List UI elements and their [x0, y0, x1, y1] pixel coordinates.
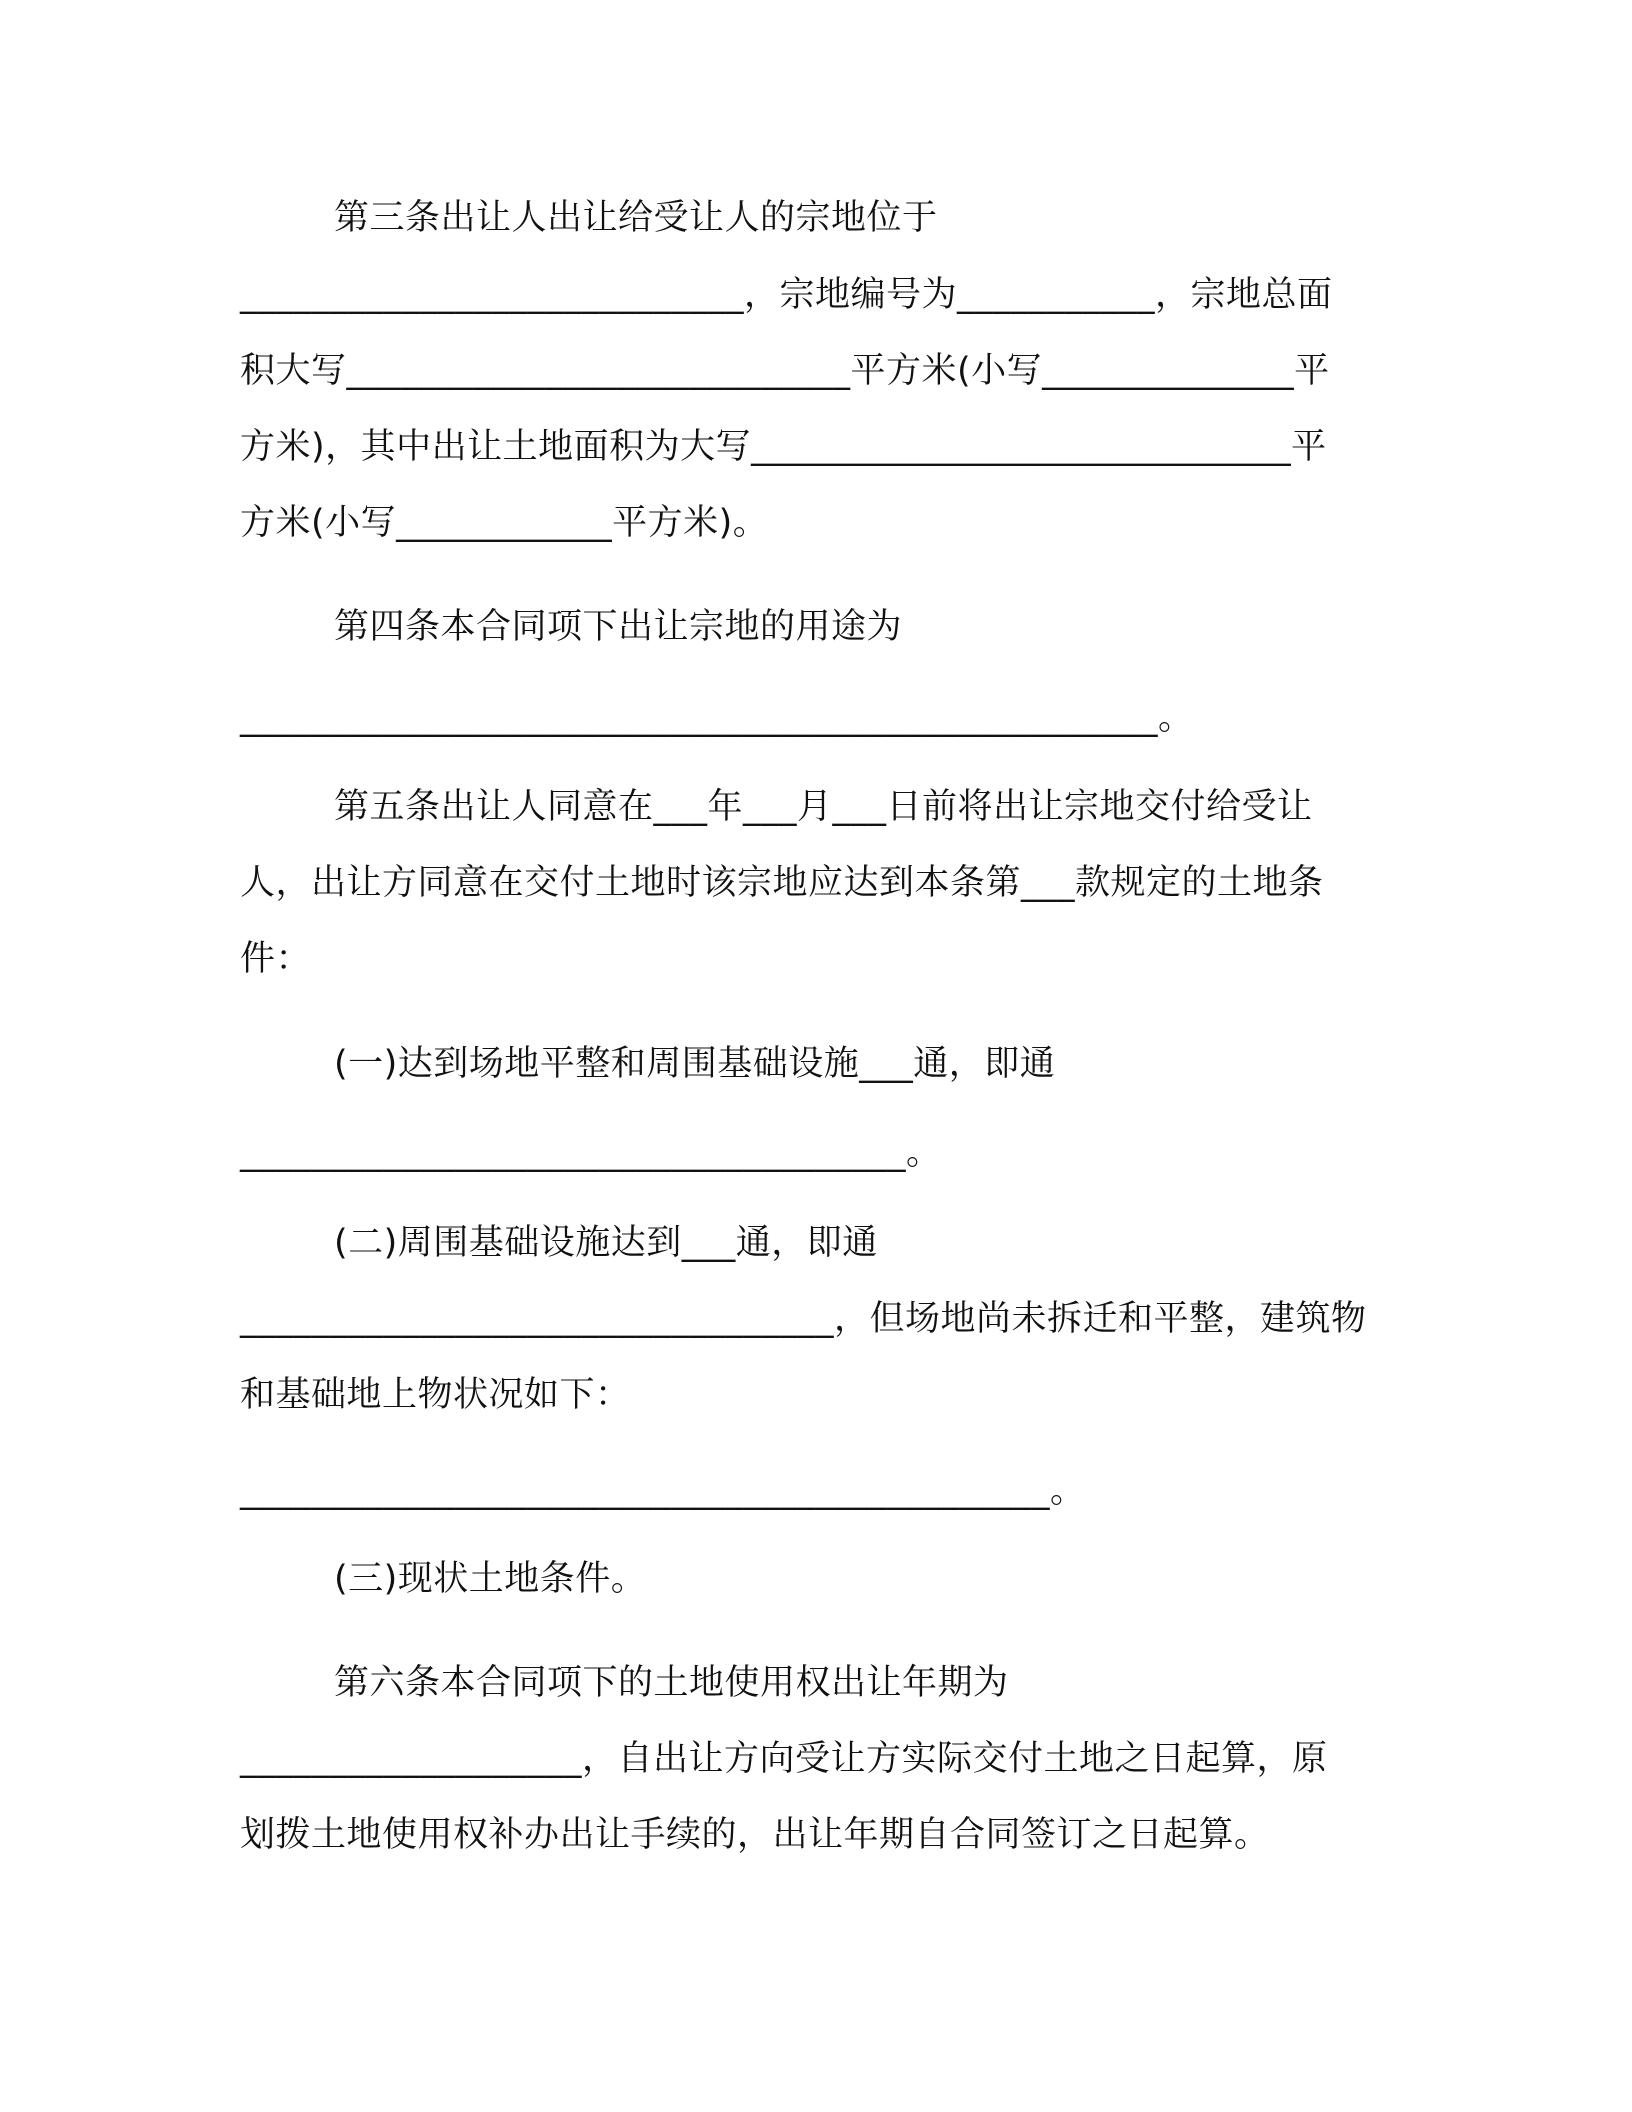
clause-1-heading: (一)达到场地平整和周围基础设施___通，即通 [334, 1044, 1056, 1084]
clause-2-line: _________________________________，但场地尚未拆迁和平整，建筑物 [240, 1299, 1367, 1339]
article-3-line: 方米(小写____________平方米)。 [240, 503, 769, 543]
clause-2-line: _____________________________________________。 [240, 1471, 1086, 1511]
article-5-line: 件： [240, 939, 312, 979]
article-5-line: 人，出让方同意在交付土地时该宗地应达到本条第___款规定的土地条 [240, 863, 1324, 903]
clause-2-line: 和基础地上物状况如下： [240, 1375, 631, 1415]
article-4-line: ___________________________________________________。 [240, 698, 1194, 738]
article-5-heading: 第五条出让人同意在___年___月___日前将出让宗地交付给受让 [334, 787, 1313, 827]
clause-2-heading: (二)周围基础设施达到___通，即通 [334, 1223, 878, 1263]
clause-1-line: _____________________________________。 [240, 1133, 942, 1173]
article-6-line: 划拨土地使用权补办出让手续的，出让年期自合同签订之日起算。 [240, 1815, 1270, 1855]
article-3-line: 积大写____________________________平方米(小写______________平 [240, 351, 1330, 391]
article-3-heading: 第三条出让人出让给受让人的宗地位于 [334, 198, 938, 238]
article-3-line: ____________________________，宗地编号为___________，宗地总面 [240, 275, 1333, 315]
article-3-line: 方米)，其中出让土地面积为大写______________________________平 [240, 427, 1327, 467]
article-6-heading: 第六条本合同项下的土地使用权出让年期为 [334, 1663, 1009, 1703]
article-4-heading: 第四条本合同项下出让宗地的用途为 [334, 607, 903, 647]
clause-3-heading: (三)现状土地条件。 [334, 1559, 647, 1599]
article-6-line: ___________________，自出让方向受让方实际交付土地之日起算，原 [240, 1739, 1328, 1779]
